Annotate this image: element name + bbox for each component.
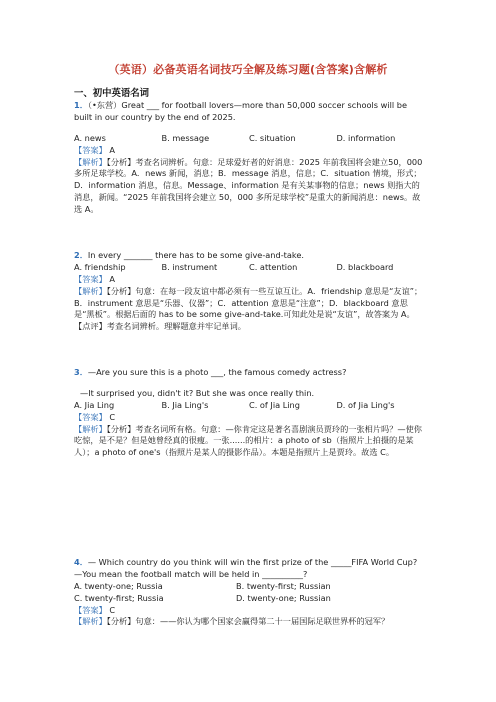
analysis-paragraph	[74, 616, 424, 628]
options-row	[74, 400, 424, 412]
stem-text: （•东营）Great ___ for football lovers—more than 50,000 soccer schools will be built in our country by the end of 2025.	[74, 100, 408, 122]
answer-value: C	[109, 411, 116, 422]
answer-tag: 【答案】	[74, 604, 107, 615]
option-a: A. Jia Ling	[74, 399, 115, 410]
analysis-tag: 【解析】	[74, 423, 107, 434]
analysis-paragraph	[74, 157, 424, 216]
options-row-2	[74, 593, 424, 605]
option-c: C. twenty-first; Russia	[74, 592, 164, 603]
answer-line	[74, 605, 424, 617]
analysis-tag: 【解析】	[74, 285, 107, 296]
answer-value: A	[109, 273, 115, 284]
option-b: B. Jia Ling's	[161, 399, 209, 410]
stem-text: —Are you sure this is a photo ___, the famous comedy actress?	[87, 367, 347, 377]
option-b: B. instrument	[161, 261, 218, 272]
option-b: B. message	[161, 132, 210, 143]
question-number: 2．	[74, 250, 88, 260]
answer-value: A	[109, 144, 115, 155]
answer-line	[74, 145, 424, 157]
option-a: A. news	[74, 132, 106, 143]
question-number: 3．	[74, 367, 88, 377]
question-3	[74, 367, 424, 459]
option-d: D. blackboard	[336, 261, 394, 272]
option-c: C. of Jia Ling	[249, 399, 300, 410]
analysis-paragraph	[74, 424, 424, 460]
point-text: 【点评】考查名词辨析。理解题意并牢记单词。	[74, 321, 246, 332]
analysis-tag: 【解析】	[74, 616, 107, 627]
option-c: C. attention	[249, 261, 298, 272]
question-stem-second: —You mean the football match will be held in __________?	[74, 568, 308, 579]
analysis-text: 【分析】考查名词辨析。句意：足球爱好者的好消息：2025 年前我国将会建立50，000 多所足球学校。A．news 新闻，消息；B．message 消息，信息；C．situation 情境，形式；D．information 消息，信息。Message、information 是有关某事物的信息；news 则指大的消息，新闻。“2025 年前我国将会建立 50，000 多所足球学校”是重大的新闻消息：news。故选 A。	[74, 156, 423, 215]
question-4	[74, 557, 424, 628]
answer-line	[74, 412, 424, 424]
analysis-text: 【分析】句意：——你认为哪个国家会赢得第二十一届国际足联世界杯的冠军？	[106, 616, 390, 627]
question-stem	[74, 367, 424, 379]
question-1	[74, 100, 424, 216]
question-stem-second: —It surprised you, didn't it? But she was once really thin.	[80, 387, 315, 398]
question-stem	[74, 100, 424, 124]
option-a: A. twenty-one; Russia	[74, 580, 163, 591]
point-line	[74, 321, 424, 333]
option-d: D. information	[336, 132, 396, 143]
options-row-1	[74, 581, 424, 593]
analysis-paragraph	[74, 286, 424, 322]
question-number: 4．	[74, 557, 88, 567]
question-stem	[74, 557, 424, 569]
answer-value: C	[109, 604, 116, 615]
stem-text: In every _______ there has to be some give-and-take.	[87, 250, 304, 260]
answer-tag: 【答案】	[74, 144, 107, 155]
option-d: D. of Jia Ling's	[336, 399, 395, 410]
question-2	[74, 250, 424, 333]
question-number: 1．	[74, 100, 88, 110]
option-a: A. friendship	[74, 261, 126, 272]
section-heading: 一、初中英语名词	[74, 88, 150, 99]
answer-tag: 【答案】	[74, 273, 107, 284]
answer-tag: 【答案】	[74, 411, 107, 422]
option-d: D. twenty-one; Russian	[236, 592, 331, 603]
stem-text: — Which country do you think will win the first prize of the _____FIFA World Cup?	[87, 557, 418, 567]
options-row	[74, 133, 424, 145]
answer-line	[74, 274, 424, 286]
option-b: B. twenty-first; Russian	[236, 580, 331, 591]
option-c: C. situation	[249, 132, 296, 143]
question-stem	[74, 250, 424, 262]
analysis-text: 【分析】句意：在每一段友谊中都必须有一些互谅互让。A．friendship 意思是“友谊”；B．instrument 意思是“乐器、仪器”；C．attention 意思是“注意”；D．blackboard 意思是“黑板”。根据后面的 has to be some give-and-take.可知此处是说“友谊”，故答案为 A。	[74, 285, 423, 320]
analysis-tag: 【解析】	[74, 156, 107, 167]
options-row	[74, 262, 424, 274]
analysis-text: 【分析】考查名词所有格。句意：—你肯定这是著名喜剧演员贾玲的一张相片吗？—使你吃惊，是不是？但是她曾经真的很瘦。一张......的相片：a photo of sb（指照片上拍摄的是某人）；a photo of one's（指照片是某人的摄影作品）。本题是指照片上是贾玲。故选 C。	[74, 423, 422, 458]
document-title: （英语）必备英语名词技巧全解及练习题(含答案)含解析	[108, 63, 388, 76]
